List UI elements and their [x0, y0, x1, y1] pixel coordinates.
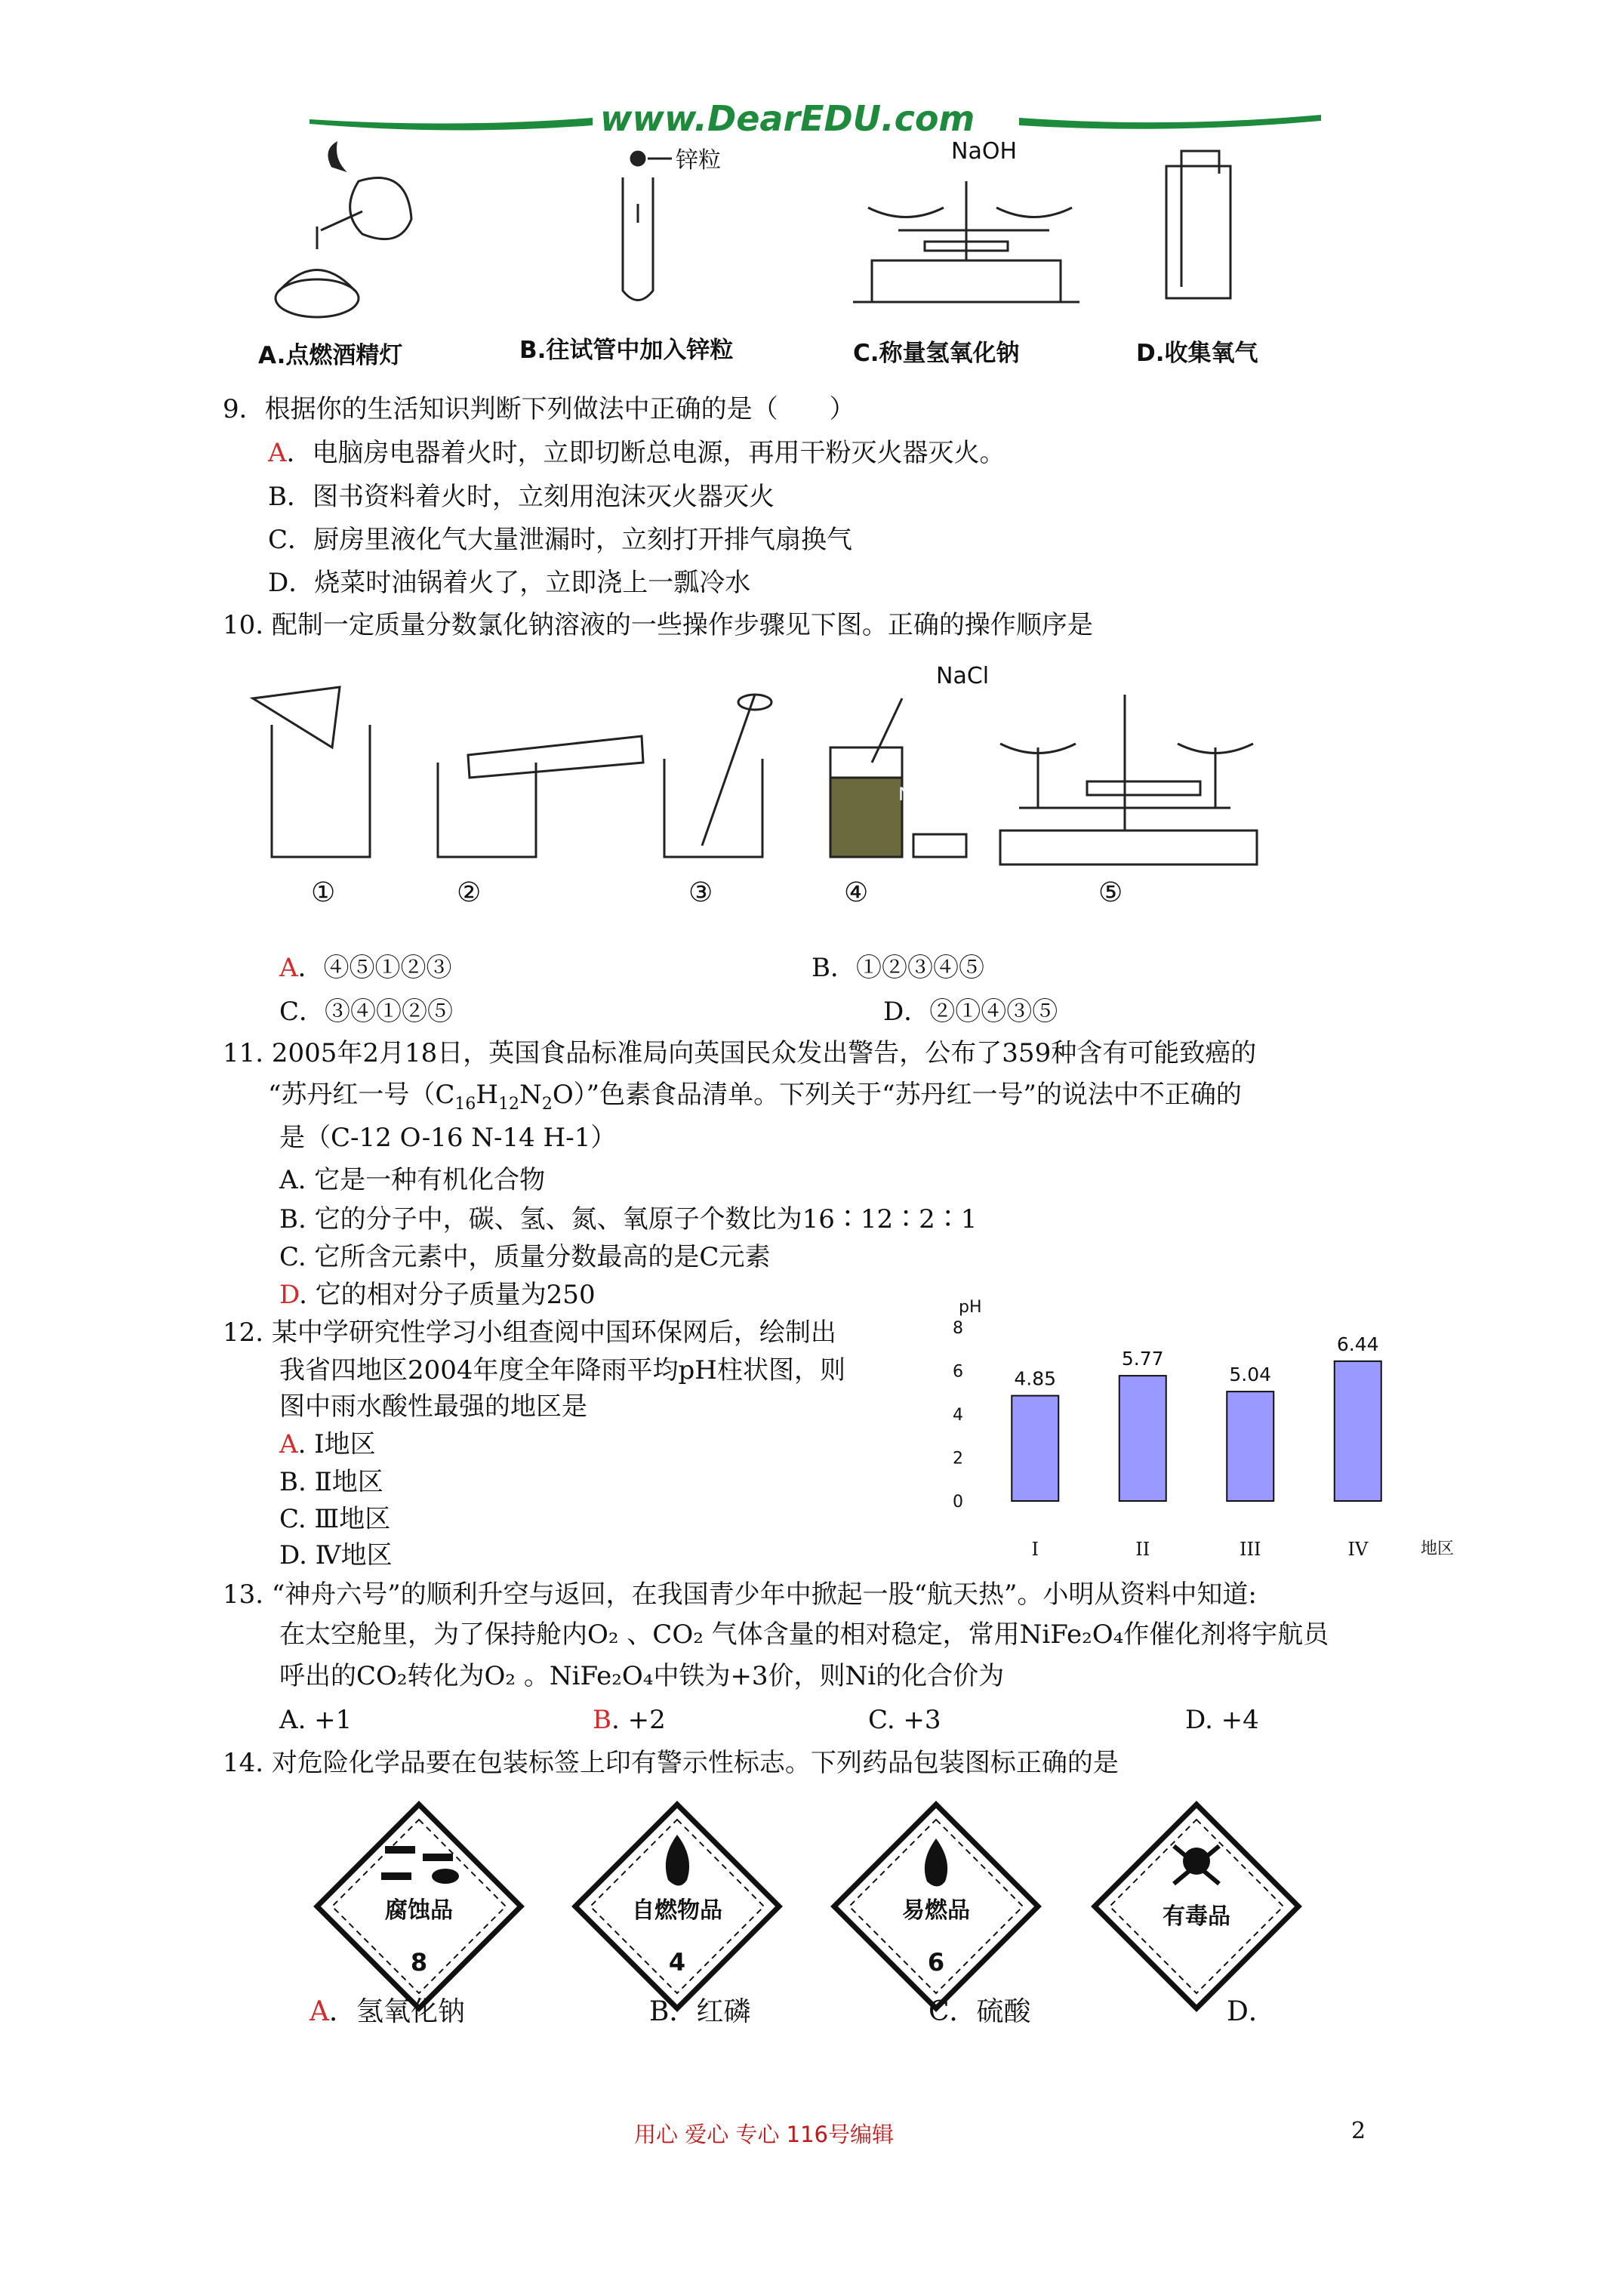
q12-line-3: 图中雨水酸性最强的地区是	[279, 1391, 587, 1422]
sign-3-num: 6	[927, 1948, 945, 1977]
page-number: 2	[1351, 2118, 1366, 2144]
q11-line-2: “苏丹红一号$(C_{16}H_{12}N_2O)$”色素食品清单。下列关于“苏丹红一号”的说法中不正确的	[268, 1080, 1242, 1114]
fig-caption-a: A.点燃酒精灯	[258, 342, 403, 369]
x-tick-label-III: III	[1240, 1539, 1261, 1560]
test-tube-illustration	[623, 152, 672, 300]
y-tick-label: 4	[953, 1406, 963, 1425]
balance-illustration	[853, 181, 1079, 302]
jar-label: NaCl	[898, 784, 941, 805]
lab-operations-figure	[249, 136, 1344, 332]
q11-option-d: D. 它的相对分子质量为250	[279, 1280, 596, 1310]
q9-option-a: A．电脑房电器着火时，立即切断总电源，再用干粉灭火器灭火。	[268, 438, 1006, 468]
q12-option-a: A. Ⅰ地区	[279, 1429, 376, 1459]
solution-prep-figure	[242, 664, 1283, 883]
q9-stem: 9．根据你的生活知识判断下列做法中正确的是（ ）	[223, 394, 855, 424]
x-tick-label-IV: IV	[1347, 1539, 1369, 1560]
y-tick-label: 8	[953, 1319, 963, 1338]
hazard-signs-figure	[310, 1797, 1313, 2016]
y-tick-label: 6	[953, 1362, 963, 1382]
q14-option-c: C．硫酸	[929, 1996, 1031, 2027]
sign-2-num: 4	[668, 1948, 686, 1977]
sign-2-label: 自燃物品	[632, 1897, 722, 1924]
sign-4-label: 有毒品	[1163, 1903, 1230, 1930]
q11-option-b: B. 它的分子中，碳、氢、氮、氧原子个数比为16∶12∶2∶1	[279, 1204, 978, 1234]
step-1-label: ①	[311, 877, 336, 908]
y-tick-label: 2	[953, 1449, 963, 1469]
fig-caption-b: B.往试管中加入锌粒	[519, 337, 734, 364]
nacl-label: NaCl	[936, 663, 990, 689]
q12-line-2: 我省四地区2004年度全年降雨平均pH柱状图，则	[279, 1355, 845, 1385]
step-3-label: ③	[688, 877, 713, 908]
q10-option-a: A．④⑤①②③	[279, 953, 452, 983]
q11-option-a: A. 它是一种有机化合物	[279, 1165, 546, 1195]
q13-option-a: A. +1	[279, 1705, 353, 1735]
q14-option-d: D．	[1227, 1996, 1276, 2027]
q9-option-d: D．烧菜时油锅着火了，立即浇上一瓢冷水	[268, 568, 751, 598]
flame-icon-2	[925, 1838, 947, 1887]
x-tick-label-II: II	[1135, 1539, 1150, 1560]
step-2-label: ②	[457, 877, 482, 908]
q11-line-3: 是（C-12 O-16 N-14 H-1）	[279, 1123, 617, 1153]
y-axis-label: pH	[959, 1298, 982, 1317]
naoh-label: NaOH	[951, 138, 1017, 165]
corrosive-icon	[381, 1846, 459, 1884]
q14-option-a: A．氢氧化钠	[310, 1996, 466, 2027]
q10-option-d: D．②①④③⑤	[883, 997, 1058, 1027]
flame-icon	[666, 1835, 689, 1886]
q9-option-b: B．图书资料着火时，立刻用泡沫灭火器灭火	[268, 482, 775, 512]
q14-stem: 14. 对危险化学品要在包装标签上印有警示性标志。下列药品包装图标正确的是	[223, 1748, 1119, 1778]
zinc-label: 锌粒	[676, 147, 721, 174]
x-tick-label-I: I	[1031, 1539, 1039, 1560]
q10-option-b: B．①②③④⑤	[812, 953, 984, 983]
alcohol-lamp-illustration	[276, 143, 411, 317]
data-label-II: 5.77	[1121, 1348, 1164, 1370]
q13-option-c: C. +3	[868, 1705, 941, 1735]
q11-line-1: 11. 2005年2月18日，英国食品标准局向英国民众发出警告，公布了359种含有可能致癌的	[223, 1038, 1257, 1068]
q11-option-c: C. 它所含元素中，质量分数最高的是C元素	[279, 1242, 771, 1272]
sign-1-label: 腐蚀品	[385, 1897, 453, 1924]
step-5-label: ⑤	[1098, 877, 1123, 908]
q9-option-c: C．厨房里液化气大量泄漏时，立刻打开排气扇换气	[268, 525, 853, 555]
q13-line-2: 在太空舱里，为了保持舱内O₂ 、CO₂ 气体含量的相对稳定，常用NiFe₂O₄作催化剂将宇航员	[279, 1620, 1329, 1650]
fig-caption-d: D.收集氧气	[1136, 340, 1258, 367]
q13-option-d: D. +4	[1185, 1705, 1259, 1735]
bar-II	[1119, 1376, 1166, 1501]
bar-I	[1012, 1396, 1058, 1501]
q13-line-3: 呼出的CO₂转化为O₂ 。NiFe₂O₄中铁为+3价，则Ni的化合价为	[279, 1661, 1005, 1691]
bar-III	[1227, 1391, 1273, 1501]
q10-stem: 10. 配制一定质量分数氯化钠溶液的一些操作步骤见下图。正确的操作顺序是	[223, 610, 1093, 640]
q10-option-c: C．③④①②⑤	[279, 997, 454, 1027]
fig-caption-c: C.称量氢氧化钠	[853, 340, 1020, 367]
q12-line-1: 12. 某中学研究性学习小组查阅中国环保网后，绘制出	[223, 1318, 836, 1348]
q12-option-b: B. Ⅱ地区	[279, 1467, 383, 1497]
q13-option-b: B. +2	[593, 1705, 666, 1735]
site-url[interactable]: www.DearEDU.com	[600, 98, 975, 139]
data-label-I: 4.85	[1014, 1367, 1057, 1390]
ph-bar-chart	[936, 1284, 1455, 1563]
q12-option-c: C. Ⅲ地区	[279, 1504, 391, 1534]
q12-option-d: D. Ⅳ地区	[279, 1540, 393, 1570]
step-4-label: ④	[844, 877, 869, 908]
gas-bottle-illustration	[1166, 151, 1230, 298]
y-tick-label: 0	[953, 1493, 963, 1512]
skull-icon	[1174, 1846, 1219, 1884]
data-label-IV: 6.44	[1336, 1333, 1379, 1355]
q14-option-b: B．红磷	[649, 1996, 751, 2027]
x-axis-label: 地区	[1421, 1539, 1455, 1558]
sign-1-num: 8	[410, 1948, 428, 1977]
bar-IV	[1335, 1361, 1381, 1501]
sign-3-label: 易燃品	[902, 1897, 970, 1924]
q13-line-1: 13. “神舟六号”的顺利升空与返回，在我国青少年中掀起一股“航天热”。小明从资料中知道:	[223, 1579, 1257, 1610]
page-footer: 用心 爱心 专心 116号编辑	[634, 2122, 895, 2147]
data-label-III: 5.04	[1229, 1364, 1272, 1386]
